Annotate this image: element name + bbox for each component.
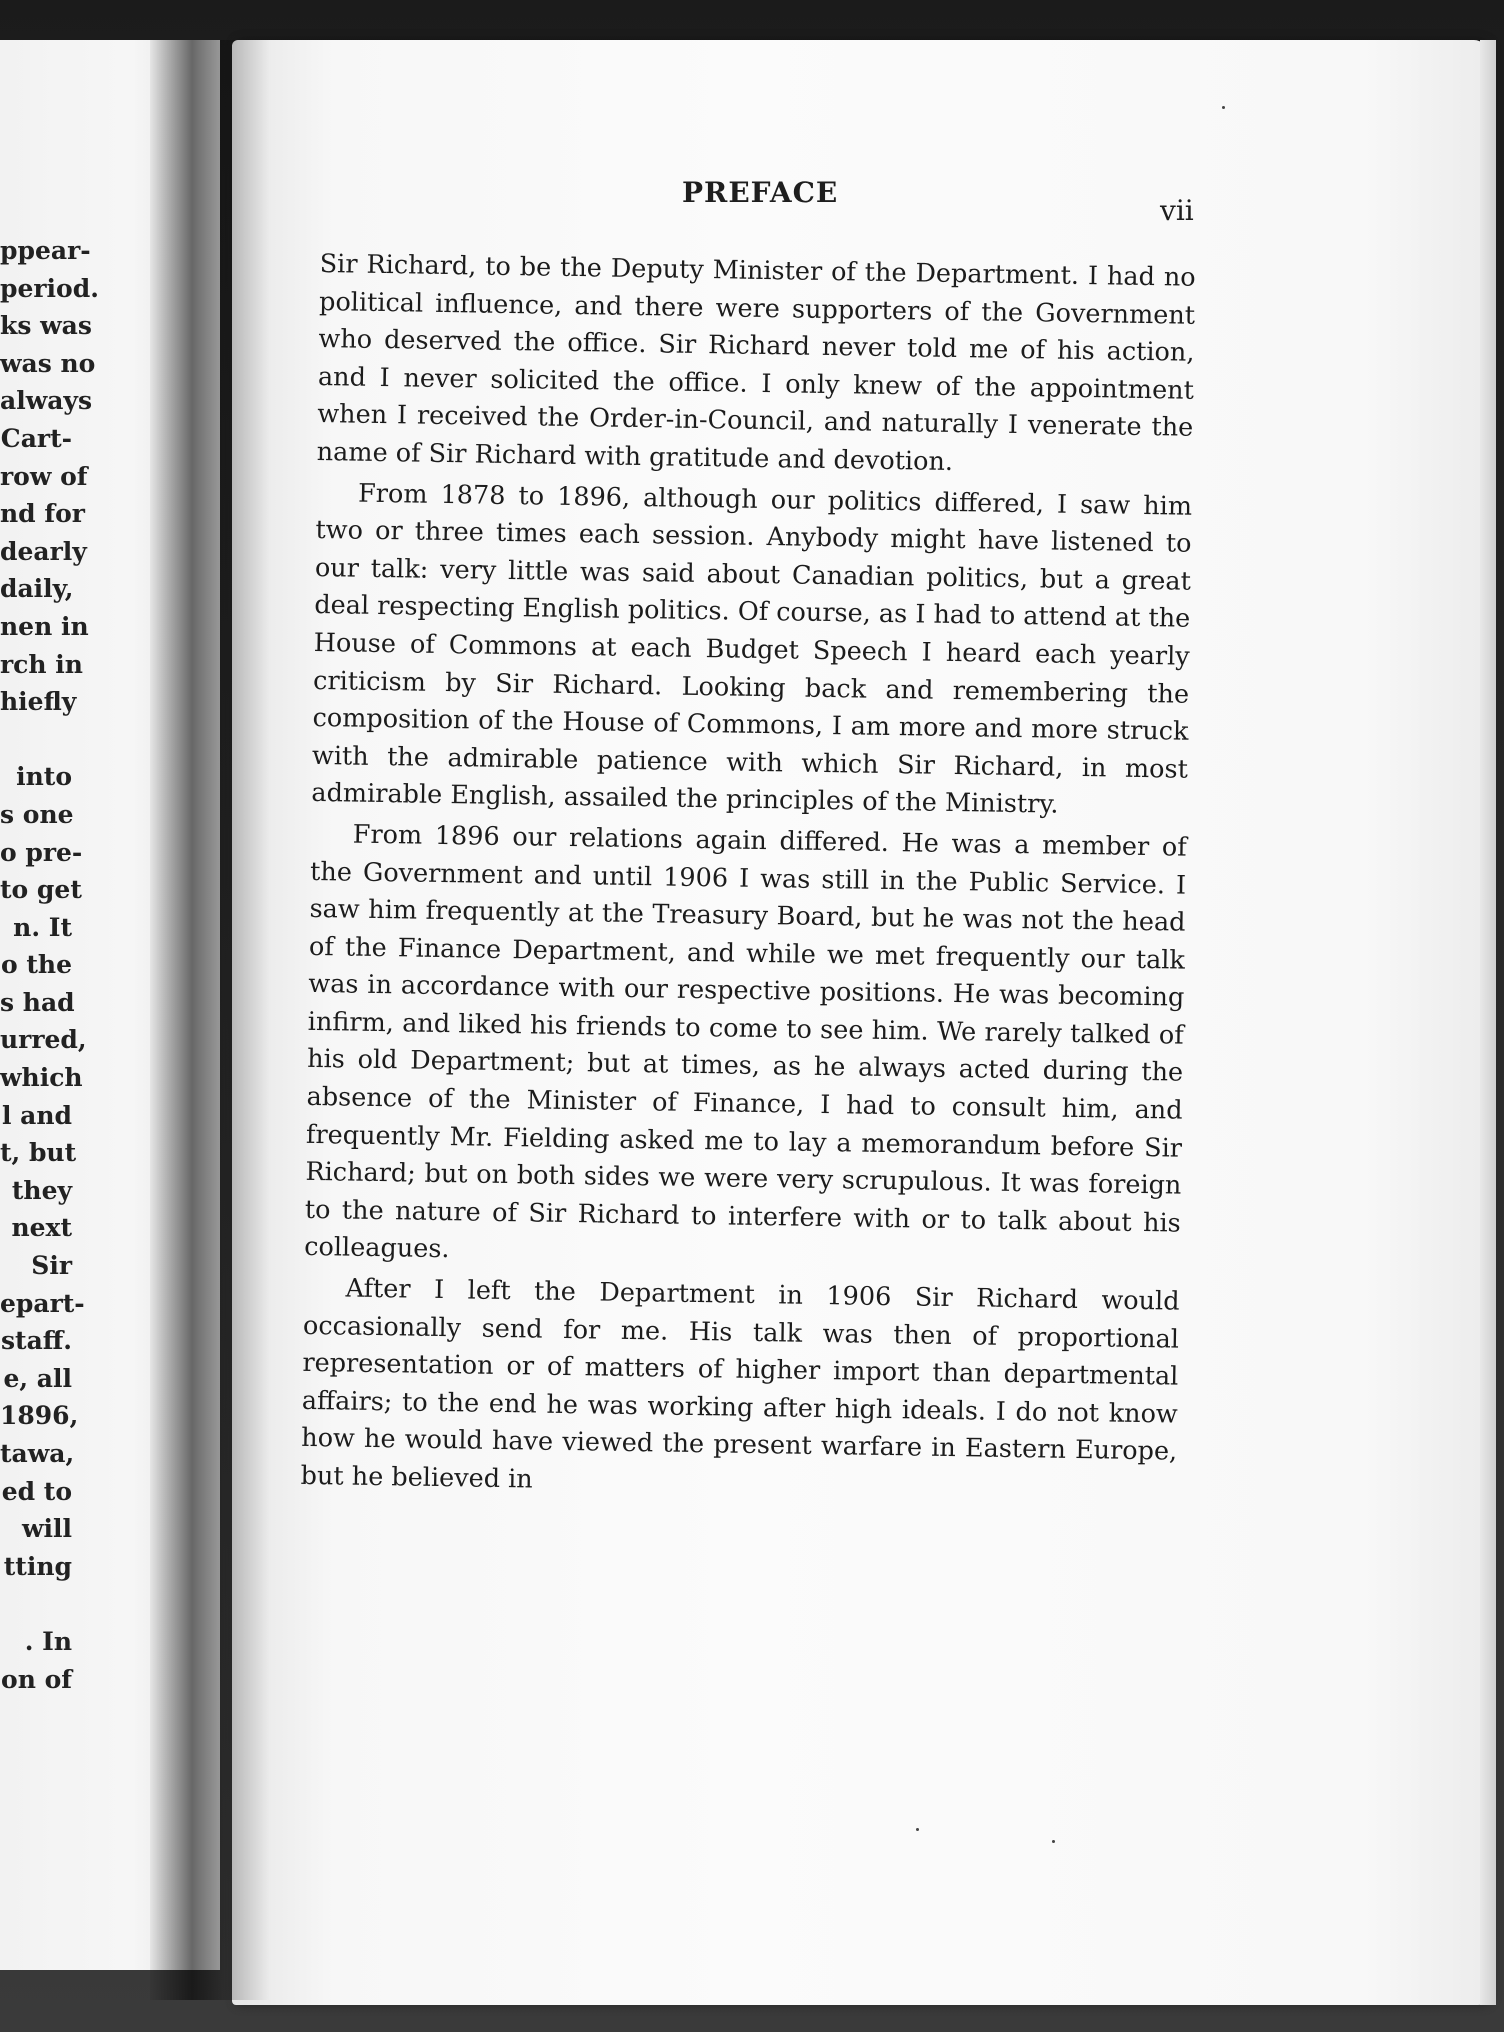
fragment-line: 1896, — [0, 1401, 79, 1431]
fragment-line: into — [16, 762, 72, 792]
facing-page-text-fragments — [0, 232, 99, 1698]
fragment-line: staff. — [0, 1326, 72, 1356]
fragment-line: will — [21, 1514, 72, 1544]
running-head: PREFACE — [682, 176, 839, 209]
fragment-line: hiefly — [0, 687, 77, 717]
body-text — [300, 246, 1196, 1512]
page-edge — [1480, 40, 1496, 2005]
fragment-line: ks was — [0, 311, 92, 341]
fragment-line: l and — [1, 1100, 72, 1130]
fragment-line: period. — [0, 273, 99, 303]
scan-speck — [916, 1828, 919, 1831]
fragment-line: . In — [24, 1626, 72, 1656]
fragment-line: tting — [3, 1551, 72, 1581]
paragraph: After I left the Department in 1906 Sir Richard would occasionally send for me. His talk was then of proportional representation or of matters of higher import than departmental affairs; to the end he was working after high ideals. I do not know how he would have viewed the present warfare in Eastern Europe, but he believed in — [300, 1273, 1180, 1495]
fragment-line: s one — [0, 799, 74, 829]
fragment-line: n. It — [13, 912, 72, 942]
fragment-line: epart- — [0, 1288, 85, 1318]
fragment-line: they — [11, 1175, 72, 1205]
fragment-line: o the — [0, 950, 72, 980]
fragment-line: row of — [0, 461, 88, 491]
scan-speck — [1052, 1840, 1055, 1843]
gutter-shadow — [150, 40, 270, 2000]
scan-speck — [1222, 106, 1225, 109]
fragment-line: Sir — [31, 1251, 72, 1281]
page-number: vii — [1160, 194, 1194, 227]
fragment-line: e, all — [3, 1363, 72, 1393]
fragment-line: was no — [0, 348, 96, 378]
fragment-line: which — [0, 1063, 83, 1093]
paragraph: From 1878 to 1896, although our politics differed, I saw him two or three times each session. Anybody might have listened to our talk: very little was said about Canadian politics, but a great deal respecting English politics. Of course, as I had to attend at the House of Commons at each Budget Speech I heard each yearly criticism by Sir Richard. Looking back and remembering the composition of the House of Commons, I am more and more struck with the admirable patience with which Sir Richard, in most admirable English, assailed the principles of the Ministry. — [311, 478, 1193, 820]
paragraph: From 1896 our relations again differed. He was a member of the Government and until 1906 I was still in the Public Service. I saw him frequently at the Treasury Board, but he was not the head of the Finance Department, and while we met frequently our talk was in accordance with our respective positions. He was becoming infirm, and liked his friends to come to see him. We rarely talked of his old Department; but at times, as he always acted during the absence of the Minister of Finance, I had to consult him, and frequently Mr. Fielding asked me to lay a memorandum before Sir Richard; but on both sides we were very scrupulous. It was foreign to the nature of Sir Richard to interfere with or to talk about his colleagues. — [304, 819, 1187, 1265]
paragraph: Sir Richard, to be the Deputy Minister of the Department. I had no political influence, and there were supporters of the Government who deserved the office. Sir Richard never told me of his action, and I never solicited the office. I only knew of the appointment when I received the Order-in-Council, and naturally I venerate the name of Sir Richard with gratitude and devotion. — [316, 248, 1196, 477]
fragment-line: s had — [0, 987, 75, 1017]
fragment-line: nen in — [0, 611, 89, 641]
fragment-line — [0, 1585, 72, 1623]
fragment-line: to get — [0, 875, 82, 905]
fragment-line: on of — [1, 1664, 72, 1694]
fragment-line: rch in — [0, 649, 83, 679]
fragment-line: always — [0, 386, 93, 416]
fragment-line: tawa, — [0, 1439, 75, 1468]
fragment-line: o pre- — [0, 837, 83, 867]
fragment-line: ppear- — [0, 236, 91, 265]
fragment-line — [0, 721, 72, 759]
fragment-line: Cart- — [0, 423, 72, 453]
fragment-line: dearly — [0, 536, 87, 566]
fragment-line: ed to — [1, 1476, 72, 1506]
fragment-line: t, but — [0, 1138, 77, 1168]
fragment-line: urred, — [0, 1025, 87, 1055]
fragment-line: nd for — [0, 499, 85, 529]
fragment-line: daily, — [0, 574, 74, 604]
fragment-line: next — [11, 1213, 72, 1243]
